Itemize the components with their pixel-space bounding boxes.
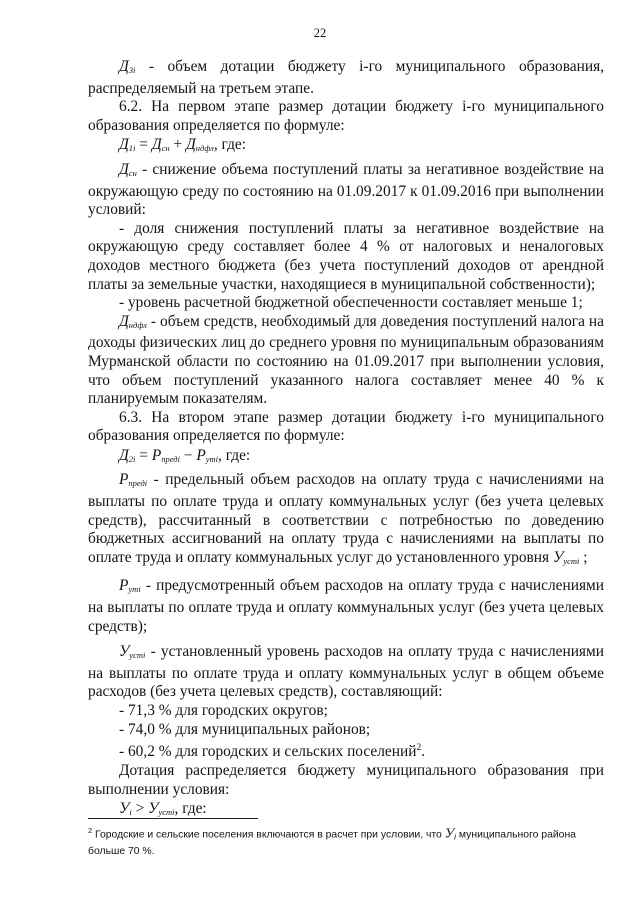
list-item-2: - 74,0 % для муниципальных районов; (119, 720, 371, 738)
symbol-d: Д (119, 446, 129, 464)
paragraph-6-3: 6.3. На втором этапе размер дотации бюджету i-го муниципального образования определяется по формуле: (88, 408, 604, 445)
gde-text: , где: (213, 136, 247, 154)
footnote-mark: 2 (88, 826, 93, 835)
period: . (421, 743, 426, 761)
symbol-u: У (119, 800, 130, 818)
symbol-u: У (552, 548, 564, 566)
condition-2: - уровень расчетной бюджетной обеспеченности составляет меньше 1; (119, 294, 583, 312)
put-description: - предусмотренный объем расходов на оплату труда с начислениями на выплаты по оплате труда и оплату коммунальных услуг (без учета целевых средств); (88, 577, 604, 635)
symbol-d: Д (119, 58, 129, 75)
formula-stage-2 (119, 447, 604, 469)
symbol-d: Д (119, 136, 129, 154)
subscript: предi (128, 478, 148, 489)
condition-1: - доля снижения поступлений платы за негативное воздействие на окружающую среду составляет более 4 % от налоговых и неналоговых доходов местного бюджета (без учета поступлений доходов от арендной платы за земельные участки, находящиеся в муниципальной собственности); (88, 219, 604, 293)
subscript: i (129, 807, 132, 818)
gt-sign: > (131, 800, 149, 818)
subscript: i (454, 831, 457, 842)
subscript: 1i (128, 143, 136, 154)
footnote-text-a: Городские и сельские поселения включаются в расчет при условии, что (92, 829, 445, 841)
paragraph-d3 (88, 58, 604, 98)
list-item-3 (88, 739, 604, 762)
footnote (88, 823, 604, 860)
paragraph-6-2: 6.2. На первом этапе размер дотации бюджету i-го муниципального образования определяется по формуле: (88, 98, 604, 134)
document-body (88, 58, 604, 825)
plus-sign: + (169, 136, 186, 154)
subscript: 2i (128, 453, 136, 464)
equals-sign: = (135, 446, 152, 464)
subscript: ндфл (128, 319, 147, 330)
symbol-p: Р (196, 446, 206, 464)
subscript: устi (158, 807, 175, 818)
symbol-d: Д (186, 136, 196, 154)
gde-text: , где: (174, 800, 207, 818)
list-item-1: - 71,3 % для городских округов; (119, 702, 328, 719)
symbol-u: У (148, 800, 159, 818)
list-item-3-text: - 60,2 % для городских и сельских поселений (119, 743, 417, 761)
ppred-description: - предельный объем расходов на оплату труда с начислениями на выплаты по оплате труда и оплату коммунальных услуг (без учета целевых средств), рассчитанный в соответствии с потребностью по доведению бюджетных ассигнований на оплату труда с начислениями на выплаты по оплате труда и оплату коммунальных услуг до установленного уровня (88, 471, 604, 566)
symbol-p: Р (119, 471, 129, 489)
ust-description: - установленный уровень расходов на оплату труда с начислениями на выплаты по оплате труда и оплату коммунальных услуг в общем объеме расходов (без учета целевых средств), составляющий: (88, 643, 604, 701)
subscript: утi (128, 584, 141, 595)
symbol-p: Р (119, 577, 129, 595)
semicolon: ; (583, 548, 588, 566)
dsn-description: - снижение объема поступлений платы за негативное воздействие на окружающую среду по состоянию на 01.09.2017 к 01.09.2016 при выполнении условий: (88, 160, 604, 219)
subscript: ндфл (195, 143, 214, 154)
subscript: сн (128, 167, 137, 178)
symbol-p: Р (151, 446, 162, 464)
subscript: сн (161, 143, 170, 154)
symbol-u: У (444, 826, 455, 842)
page-number: 22 (313, 26, 327, 40)
symbol-u: У (119, 643, 130, 661)
symbol-d: Д (119, 312, 129, 330)
paragraph-put (88, 577, 604, 636)
gde-text: , где: (218, 446, 251, 464)
paragraph-dndfl (88, 313, 604, 409)
subscript: 3i (128, 65, 136, 75)
subscript: утi (205, 453, 219, 464)
paragraph-dsn (88, 161, 604, 220)
subscript: предi (161, 453, 180, 464)
paragraph-ppred (88, 471, 604, 570)
subscript: устi (563, 555, 580, 566)
footnote-divider (88, 818, 258, 819)
minus-sign: − (179, 446, 197, 464)
symbol-d: Д (119, 160, 129, 178)
paragraph-ust (88, 643, 604, 702)
subscript: устi (129, 650, 146, 661)
symbol-d: Д (151, 136, 162, 154)
equals-sign: = (135, 136, 152, 154)
d3-description: - объем дотации бюджету i-го муниципального образования, распределяемый на третьем этапе. (88, 58, 604, 97)
paragraph-dotation: Дотация распределяется бюджету муниципального образования при выполнении условия: (88, 761, 604, 798)
dndfl-description: - объем средств, необходимый для доведения поступлений налога на доходы физических лиц до среднего уровня по муниципальным образованиям Мурманской области по состоянию на 01.09.2017 при выполнении условия, что объем поступлений указанного налога составляет менее 40 % к планируемым показателям. (88, 312, 604, 408)
footnote-ref[interactable]: 2 (416, 743, 422, 754)
formula-stage-1 (119, 136, 604, 158)
footnote-text-b: муниципального района больше 70 %. (88, 829, 576, 858)
